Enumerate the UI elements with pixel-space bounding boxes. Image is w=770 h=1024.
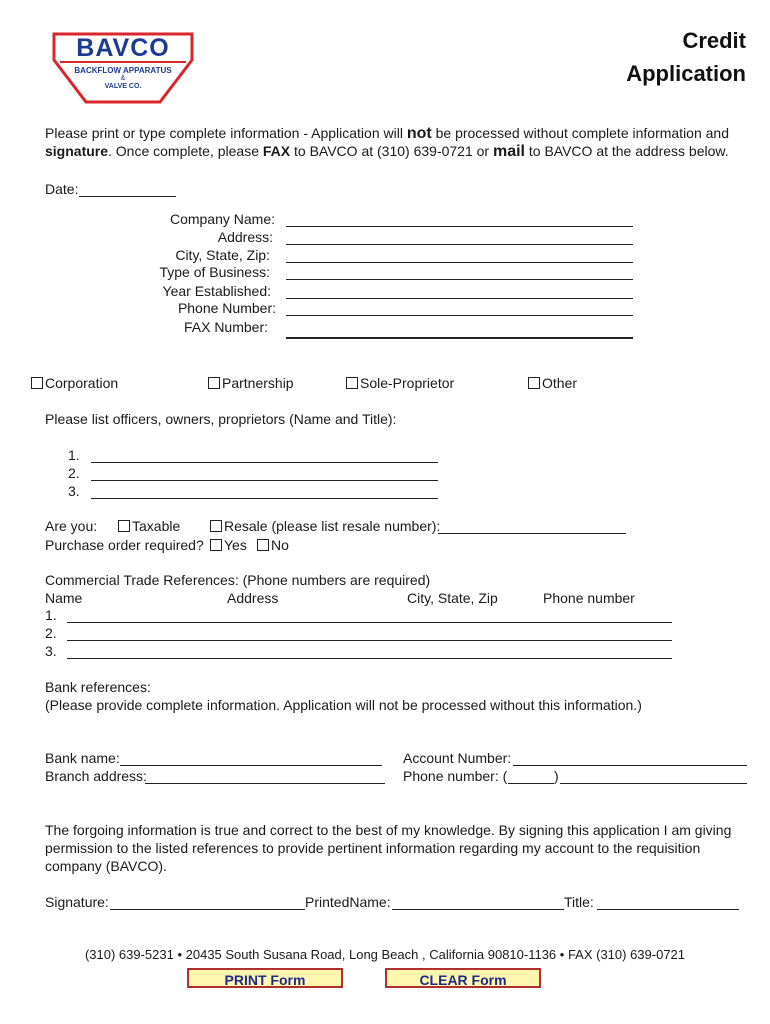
intro-not: not (406, 125, 432, 142)
trade-number-3: 3. (45, 643, 57, 659)
officer-3-input[interactable] (91, 483, 438, 499)
company-name-label: Company Name: (169, 211, 275, 227)
officer-number-3: 3. (68, 483, 80, 499)
trade-ref-1-input[interactable] (67, 607, 672, 623)
other-checkbox[interactable] (528, 377, 540, 389)
partnership-checkbox[interactable] (208, 377, 220, 389)
other-label: Other (542, 375, 578, 391)
trade-number-1: 1. (45, 607, 57, 623)
address-label: Address: (217, 229, 273, 245)
entity-partnership[interactable] (208, 375, 294, 391)
account-number-input[interactable] (513, 750, 747, 766)
bank-name-input[interactable] (120, 750, 382, 766)
consent-line3: company (BAVCO). (45, 858, 167, 874)
po-yes-option[interactable] (210, 537, 247, 553)
year-established-label: Year Established: (162, 283, 271, 299)
intro-text-a: Please print or type complete information - Application will (45, 125, 407, 141)
intro-text-e: to BAVCO at the address below. (525, 143, 729, 159)
branch-address-label: Branch address: (45, 768, 147, 784)
bank-phone-area-input[interactable] (508, 768, 554, 784)
intro-text-b: be processed without complete information and (431, 125, 729, 141)
resale-option[interactable] (210, 518, 440, 534)
trade-col-address: Address (227, 590, 279, 606)
account-number-label: Account Number: (403, 750, 512, 766)
entity-corporation[interactable] (31, 375, 118, 391)
signature-label: Signature: (45, 894, 109, 910)
bank-heading: Bank references: (45, 679, 151, 695)
intro-text-d: to BAVCO at (310) 639-0721 or (290, 143, 493, 159)
bank-note: (Please provide complete information. Application will not be processed without this information.) (45, 697, 642, 713)
resale-number-input[interactable] (438, 518, 626, 534)
bank-phone-paren: ) (554, 768, 559, 784)
officer-2-input[interactable] (91, 465, 438, 481)
bank-name-label: Bank name: (45, 750, 120, 766)
entity-sole-proprietor[interactable] (346, 375, 454, 391)
po-yes-checkbox[interactable] (210, 539, 222, 551)
trade-col-name: Name (45, 590, 83, 606)
trade-col-city: City, State, Zip (407, 590, 498, 606)
intro-signature: signature (45, 143, 109, 159)
bank-phone-input[interactable] (560, 768, 747, 784)
type-of-business-input[interactable] (286, 264, 633, 280)
bank-phone-label: Phone number: ( (403, 768, 508, 784)
intro-line1 (45, 125, 729, 143)
footer-contact: (310) 639-5231 • 20435 South Susana Road, Long Beach , California 90810-1136 • FAX (310) 639-0721 (84, 947, 686, 962)
taxable-label: Taxable (132, 518, 181, 534)
clear-form-button[interactable]: CLEAR Form (385, 968, 541, 988)
signature-input[interactable] (110, 894, 305, 910)
year-established-input[interactable] (286, 283, 633, 299)
trade-number-2: 2. (45, 625, 57, 641)
are-you-label: Are you: (45, 518, 98, 534)
bavco-logo (50, 30, 196, 106)
corporation-checkbox[interactable] (31, 377, 43, 389)
print-form-button[interactable]: PRINT Form (187, 968, 343, 988)
partnership-label: Partnership (222, 375, 294, 391)
type-of-business-label: Type of Business: (159, 264, 270, 280)
city-state-zip-input[interactable] (286, 247, 633, 263)
fax-number-input[interactable] (286, 322, 633, 339)
officer-number-1: 1. (68, 447, 80, 463)
officer-1-input[interactable] (91, 447, 438, 463)
logo-brand: BAVCO (76, 34, 170, 62)
logo-line3: VALVE CO. (104, 83, 142, 90)
fax-number-label: FAX Number: (183, 319, 268, 335)
po-yes-label: Yes (224, 537, 247, 553)
trade-ref-2-input[interactable] (67, 625, 672, 641)
intro-fax: FAX (262, 143, 291, 159)
date-label: Date: (45, 181, 79, 197)
intro-text-c: . Once complete, please (108, 143, 263, 159)
consent-line2: permission to the listed references to provide pertinent information regarding my account to the requisition (45, 840, 701, 856)
trade-ref-3-input[interactable] (67, 643, 672, 659)
officer-number-2: 2. (68, 465, 80, 481)
po-no-option[interactable] (257, 537, 289, 553)
phone-number-input[interactable] (286, 300, 633, 316)
intro-mail: mail (492, 143, 525, 160)
sole-proprietor-checkbox[interactable] (346, 377, 358, 389)
trade-refs-heading: Commercial Trade References: (Phone numbers are required) (45, 572, 431, 588)
officers-prompt: Please list officers, owners, proprietors (Name and Title): (45, 411, 397, 427)
intro-line2 (45, 143, 729, 161)
taxable-option[interactable] (118, 518, 180, 534)
title-input[interactable] (597, 894, 739, 910)
logo-line1: BACKFLOW APPARATUS (74, 66, 172, 75)
printed-name-label: PrintedName: (305, 894, 391, 910)
taxable-checkbox[interactable] (118, 520, 130, 532)
title-label: Title: (564, 894, 594, 910)
po-no-label: No (271, 537, 289, 553)
printed-name-input[interactable] (392, 894, 564, 910)
entity-other[interactable] (528, 375, 577, 391)
po-no-checkbox[interactable] (257, 539, 269, 551)
address-input[interactable] (286, 229, 633, 245)
company-name-input[interactable] (286, 211, 633, 227)
sole-proprietor-label: Sole-Proprietor (360, 375, 455, 391)
consent-line1: The forgoing information is true and correct to the best of my knowledge. By signing this application I am giving (45, 822, 732, 838)
page-title-line1: Credit (682, 28, 746, 53)
date-input[interactable] (79, 181, 176, 197)
branch-address-input[interactable] (145, 768, 385, 784)
city-state-zip-label: City, State, Zip: (175, 247, 270, 263)
po-required-label: Purchase order required? (45, 537, 204, 553)
page-title-line2: Application (626, 61, 746, 86)
phone-number-label: Phone Number: (177, 300, 276, 316)
resale-checkbox[interactable] (210, 520, 222, 532)
resale-label: Resale (please list resale number): (224, 518, 441, 534)
trade-col-phone: Phone number (543, 590, 635, 606)
corporation-label: Corporation (45, 375, 119, 391)
logo-line2: & (120, 75, 126, 82)
